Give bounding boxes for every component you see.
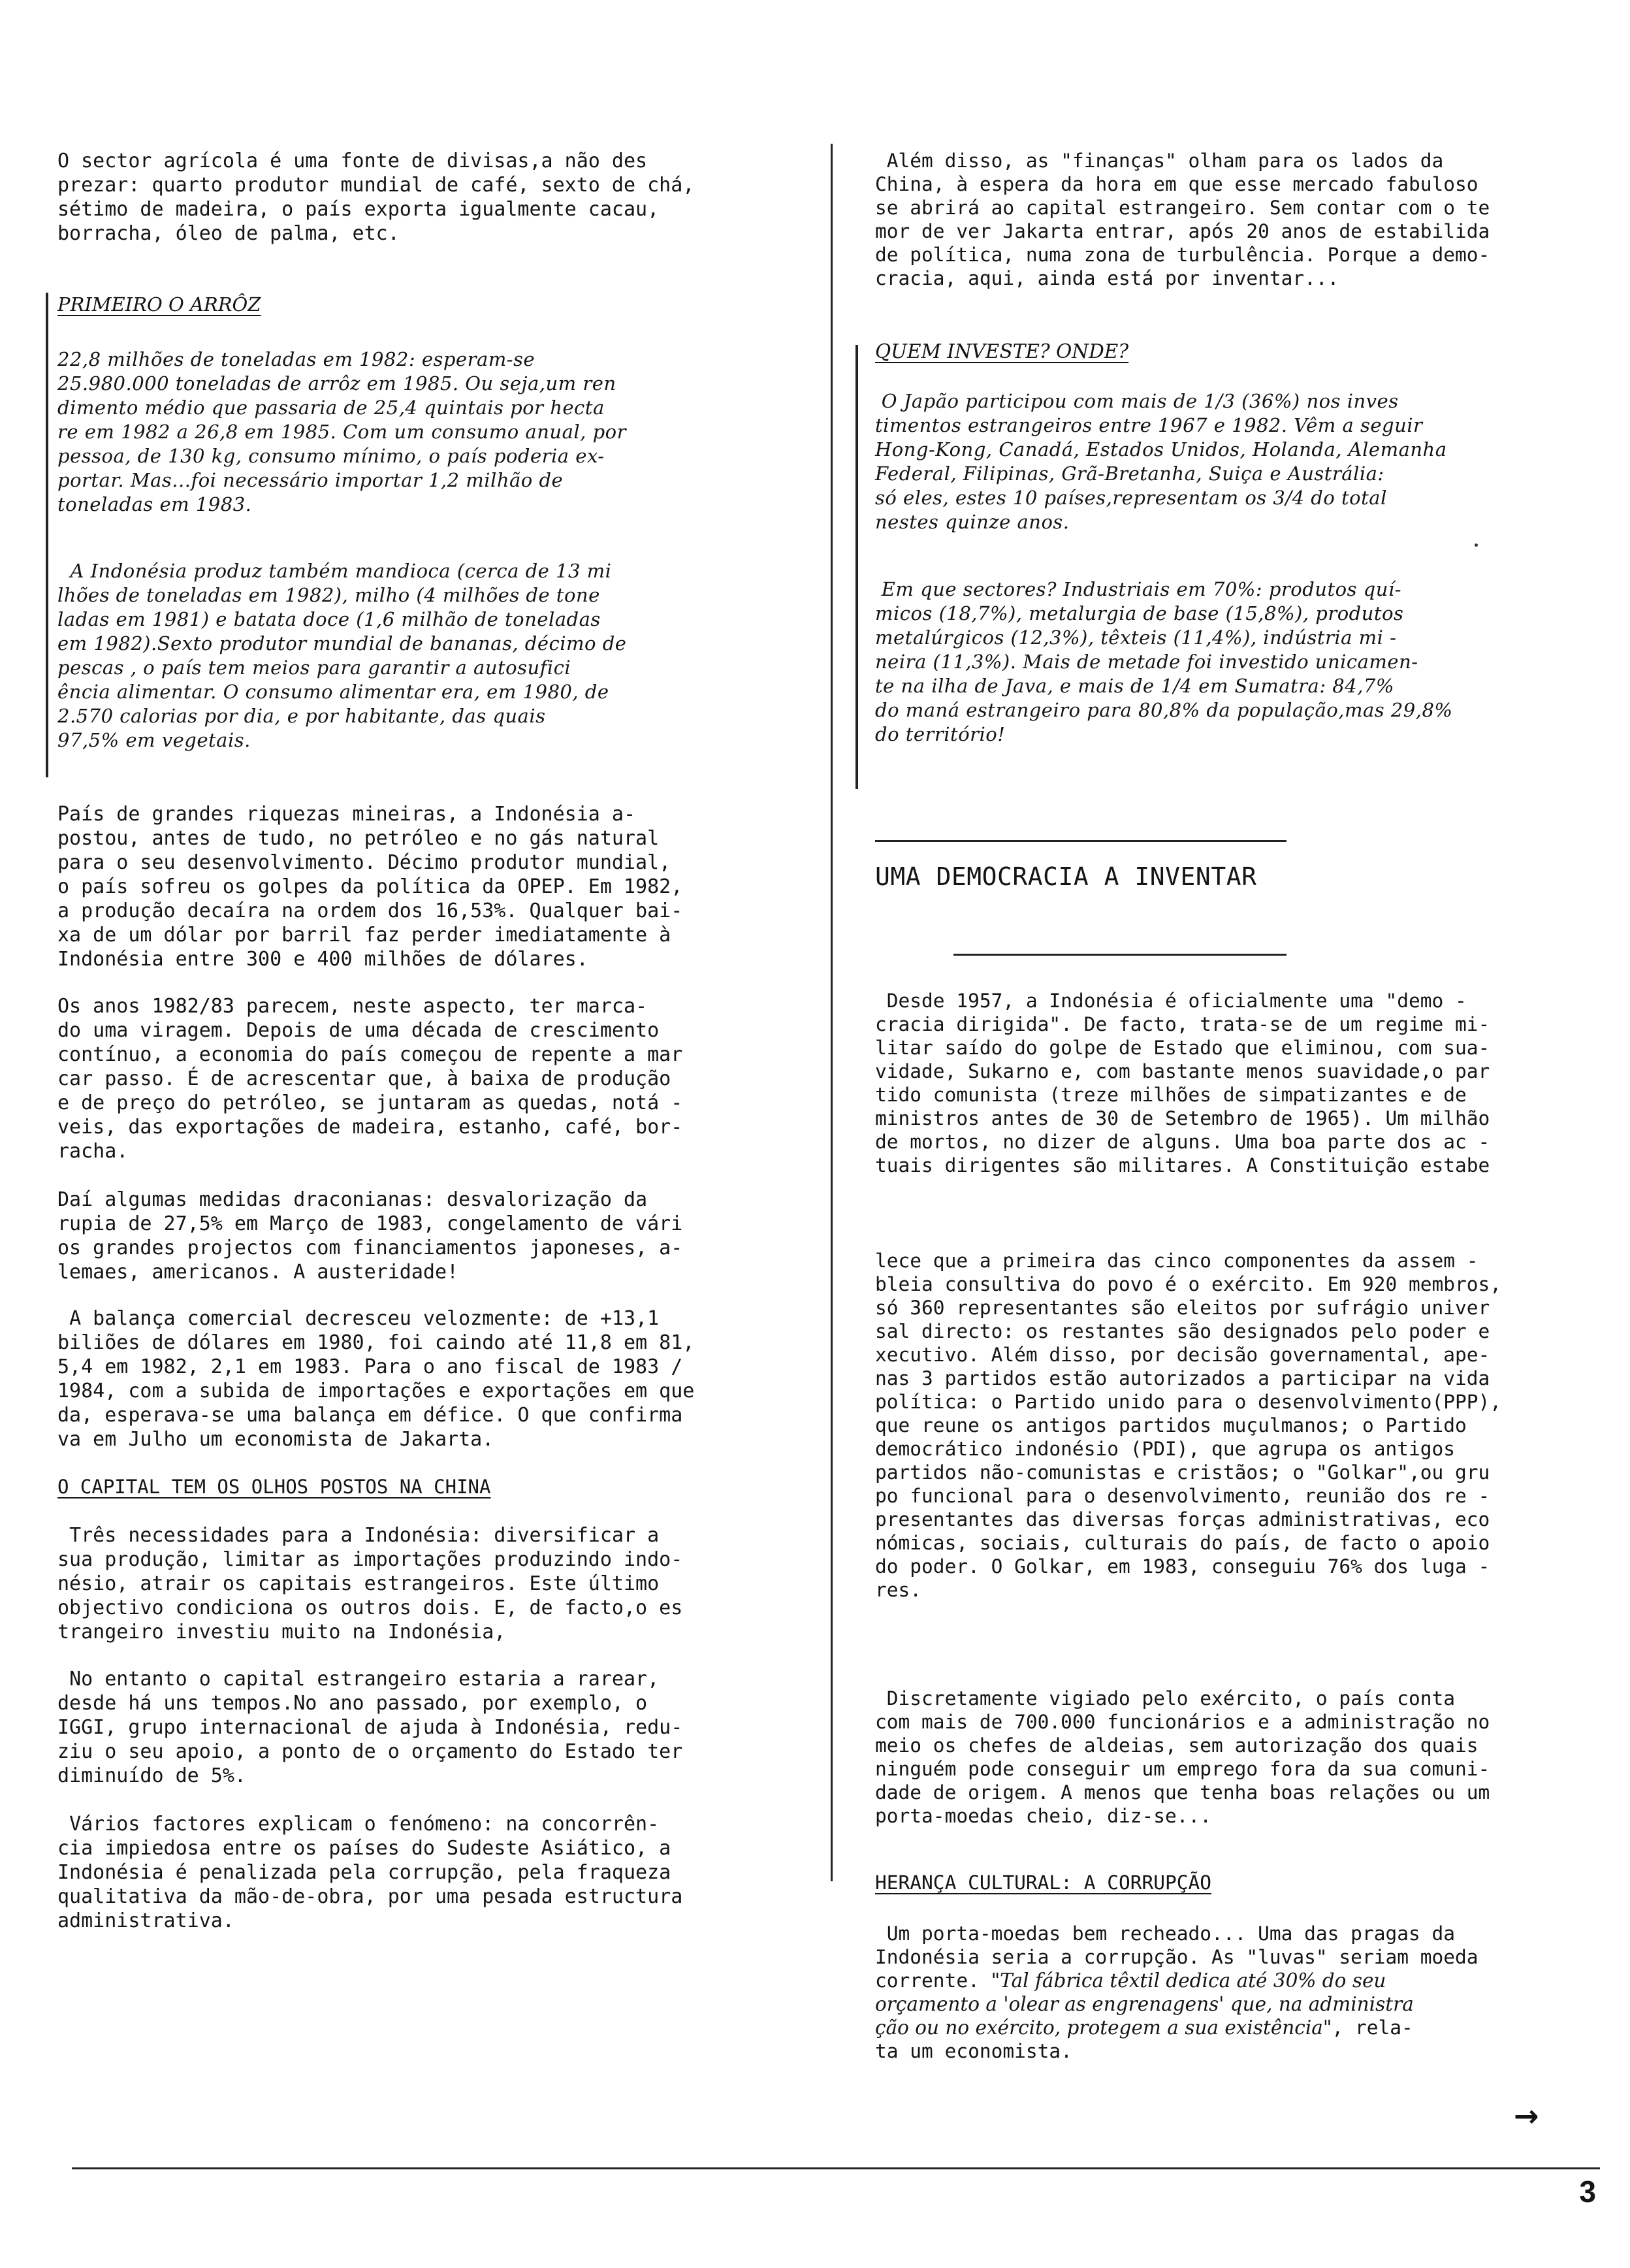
column-divider (831, 144, 833, 1881)
paragraph-factores: Vários factores explicam o fenómeno: na concorrên- cia impiedosa entre os países do Sudeste Asiático, a Indonésia é penalizada pela corrupção, pela fraqueza qualitativa da mão-de-obra, por uma pesada estructura administrativa. (57, 1813, 683, 1932)
continue-arrow-icon: → (1514, 2098, 1539, 2133)
paragraph-balanca: A balança comercial decresceu velozmente: de +13,1 biliões de dólares em 1980, foi caindo até 11,8 em 81, 5,4 em 1982, 2,1 em 1983. Para o ano fiscal de 1983 / 1984, com a subida de importações e exportações em que da, esperava-se uma balança em défice. O que confirma va em Julho um economista de Jakarta. (57, 1307, 695, 1451)
box-arroz-text-2: A Indonésia produz também mandioca (cerca de 13 mi lhões de toneladas em 1982), milho (4 milhões de tone ladas em 1981) e batata doce (1,6 milhão de toneladas em 1982).Sexto produtor mundial de bananas, décimo de pescas , o país tem meios para garantir a autosufici ência alimentar. O consumo alimentar era, em 1980, de 2.570 calorias por dia, e por habitante, das quais 97,5% em vegetais. (57, 560, 627, 751)
paragraph-agricola: O sector agrícola é uma fonte de divisas,a não des prezar: quarto produtor mundial de café, sexto de chá, sétimo de madeira, o país exporta igualmente cacau, borracha, óleo de palma, etc. (57, 150, 695, 245)
box-arroz-text-1: 22,8 milhões de toneladas em 1982: esperam-se 25.980.000 toneladas de arrôz em 1985. Ou seja,um ren dimento médio que passaria de 25,4 quintais por hecta re em 1982 a 26,8 em 1985. Com um consumo anual, por pessoa, de 130 kg, consumo mínimo, o país poderia ex- portar. Mas...foi necessário importar 1,2 milhão de toneladas em 1983. (57, 348, 626, 515)
paragraph-tres: Três necessidades para a Indonésia: diversificar a sua produção, limitar as importações produzindo indo- nésio, atrair os capitais estrangeiros. Este último objectivo condiciona os outros dois. E, de facto,o es trangeiro investiu muito na Indonésia, (57, 1524, 683, 1644)
heading-quem-investe: QUEM INVESTE? ONDE? (875, 340, 1129, 363)
paragraph-entanto: No entanto o capital estrangeiro estaria a rarear, desde há uns tempos.No ano passado, por exemplo, o IGGI, grupo internacional de ajuda à Indonésia, redu- ziu o seu apoio, a ponto de o orçamento do Estado ter diminuído de 5%. (57, 1668, 683, 1787)
sidebar-arroz (57, 293, 815, 316)
paragraph-desde: Desde 1957, a Indonésia é oficialmente uma "demo - cracia dirigida". De facto, trata-se de um regime mi- litar saído do golpe de Estado que eliminou, com sua- vidade, Sukarno e, com bastante menos suavidade,o par tido comunista (treze milhões de simpatizantes e de ministros antes de 30 de Setembro de 1965). Um milhão de mortos, no dizer de alguns. Uma boa parte dos ac - tuais dirigentes são militares. A Constituição estabe (875, 990, 1490, 1176)
paragraph-medidas: Daí algumas medidas draconianas: desvalorização da rupia de 27,5% em Março de 1983, congelamento de vári os grandes projectos com financiamentos japoneses, a- lemaes, americanos. A austeridade! (57, 1188, 683, 1284)
box-right-rule (855, 345, 858, 789)
paragraph-financas: Além disso, as "finanças" olham para os lados da China, à espera da hora em que esse mercado fabuloso se abrirá ao capital estrangeiro. Sem contar com o te mor de ver Jakarta entrar, após 20 anos de estabilida de política, numa zona de turbulência. Porque a demo- cracia, aqui, ainda está por inventar... (875, 150, 1490, 289)
footer-rule (72, 2167, 1600, 2169)
paragraph-porta-moedas: Um porta-moedas bem recheado... Uma das pragas da Indonésia seria a corrupção. As "luvas" seriam moeda corrente. "Tal fábrica têxtil dedica até 30% do seu orçamento a 'olear as engrenagens' que, na administra ção ou no exército, protegem a sua existência", rela- ta um economista. (875, 1922, 1478, 2062)
quote-economista: "Tal fábrica têxtil dedica até 30% do seu orçamento a 'olear as engrenagens' que, na administra ção ou no exército, protegem a sua existência" (875, 1969, 1414, 2039)
heading-primeiro-arroz: PRIMEIRO O ARRÔZ (57, 293, 261, 316)
heading-democracia: UMA DEMOCRACIA A INVENTAR (875, 862, 1257, 891)
page-number: 3 (1579, 2175, 1596, 2209)
rule-above-democracia (875, 840, 1286, 842)
box-investe-text-1: O Japão participou com mais de 1/3 (36%) nos inves timentos estrangeiros entre 1967 e 1982. Vêm a seguir Hong-Kong, Canadá, Estados Unidos, Holanda, Alemanha Federal, Filipinas, Grã-Bretanha, Suiça e Austrália: só eles, estes 10 países,representam os 3/4 do total nestes quinze anos. (875, 390, 1447, 533)
stray-dot (1475, 543, 1478, 547)
rule-below-democracia (953, 954, 1286, 956)
paragraph-discretamente: Discretamente vigiado pelo exército, o país conta com mais de 700.000 funcionários e a administração no meio os chefes de aldeias, sem autorização dos quais ninguém pode conseguir um emprego fora da sua comuni- dade de origem. A menos que tenha boas relações ou um porta-moedas cheio, diz-se... (875, 1687, 1490, 1827)
paragraph-anos: Os anos 1982/83 parecem, neste aspecto, ter marca- do uma viragem. Depois de uma década de crescimento contínuo, a economia do país começou de repente a mar car passo. É de acrescentar que, à baixa de produção e de preço do petróleo, se juntaram as quedas, notá - veis, das exportações de madeira, estanho, café, bor- racha. (57, 995, 683, 1163)
paragraph-lece: lece que a primeira das cinco componentes da assem - bleia consultiva do povo é o exército. Em 920 membros, só 360 representantes são eleitos por sufrágio univer sal directo: os restantes são designados pelo poder e xecutivo. Além disso, por decisão governamental, ape- nas 3 partidos estão autorizados a participar na vida política: o Partido unido para o desenvolvimento(PPP), que reune os antigos partidos muçulmanos; o Partido democrático indonésio (PDI), que agrupa os antigos partidos não-comunistas e cristãos; o "Golkar",ou gru po funcional para o desenvolvimento, reunião dos re - presentantes das diversas forças administrativas, eco nómicas, sociais, culturais do país, de facto o apoio do poder. O Golkar, em 1983, conseguiu 76% dos luga - res. (875, 1250, 1502, 1601)
box-left-rule (46, 293, 48, 777)
paragraph-minerais: País de grandes riquezas mineiras, a Indonésia a- postou, antes de tudo, no petróleo e no gás natural para o seu desenvolvimento. Décimo produtor mundial, o país sofreu os golpes da política da OPEP. Em 1982, a produção decaíra na ordem dos 16,53%. Qualquer bai- xa de um dólar por barril faz perder imediatamente à Indonésia entre 300 e 400 milhões de dólares. (57, 803, 683, 971)
heading-capital: O CAPITAL TEM OS OLHOS POSTOS NA CHINA (57, 1476, 491, 1498)
heading-heranca: HERANÇA CULTURAL: A CORRUPÇÃO (875, 1871, 1212, 1894)
box-investe-text-2: Em que sectores? Industriais em 70%: produtos quí- micos (18,7%), metalurgia de base (15,8%), produtos metalúrgicos (12,3%), têxteis (11,4%), indústria mi - neira (11,3%). Mais de metade foi investido unicamen- te na ilha de Java, e mais de 1/4 em Sumatra: 84,7% do maná estrangeiro para 80,8% da população,mas 29,8% do território! (875, 578, 1453, 745)
